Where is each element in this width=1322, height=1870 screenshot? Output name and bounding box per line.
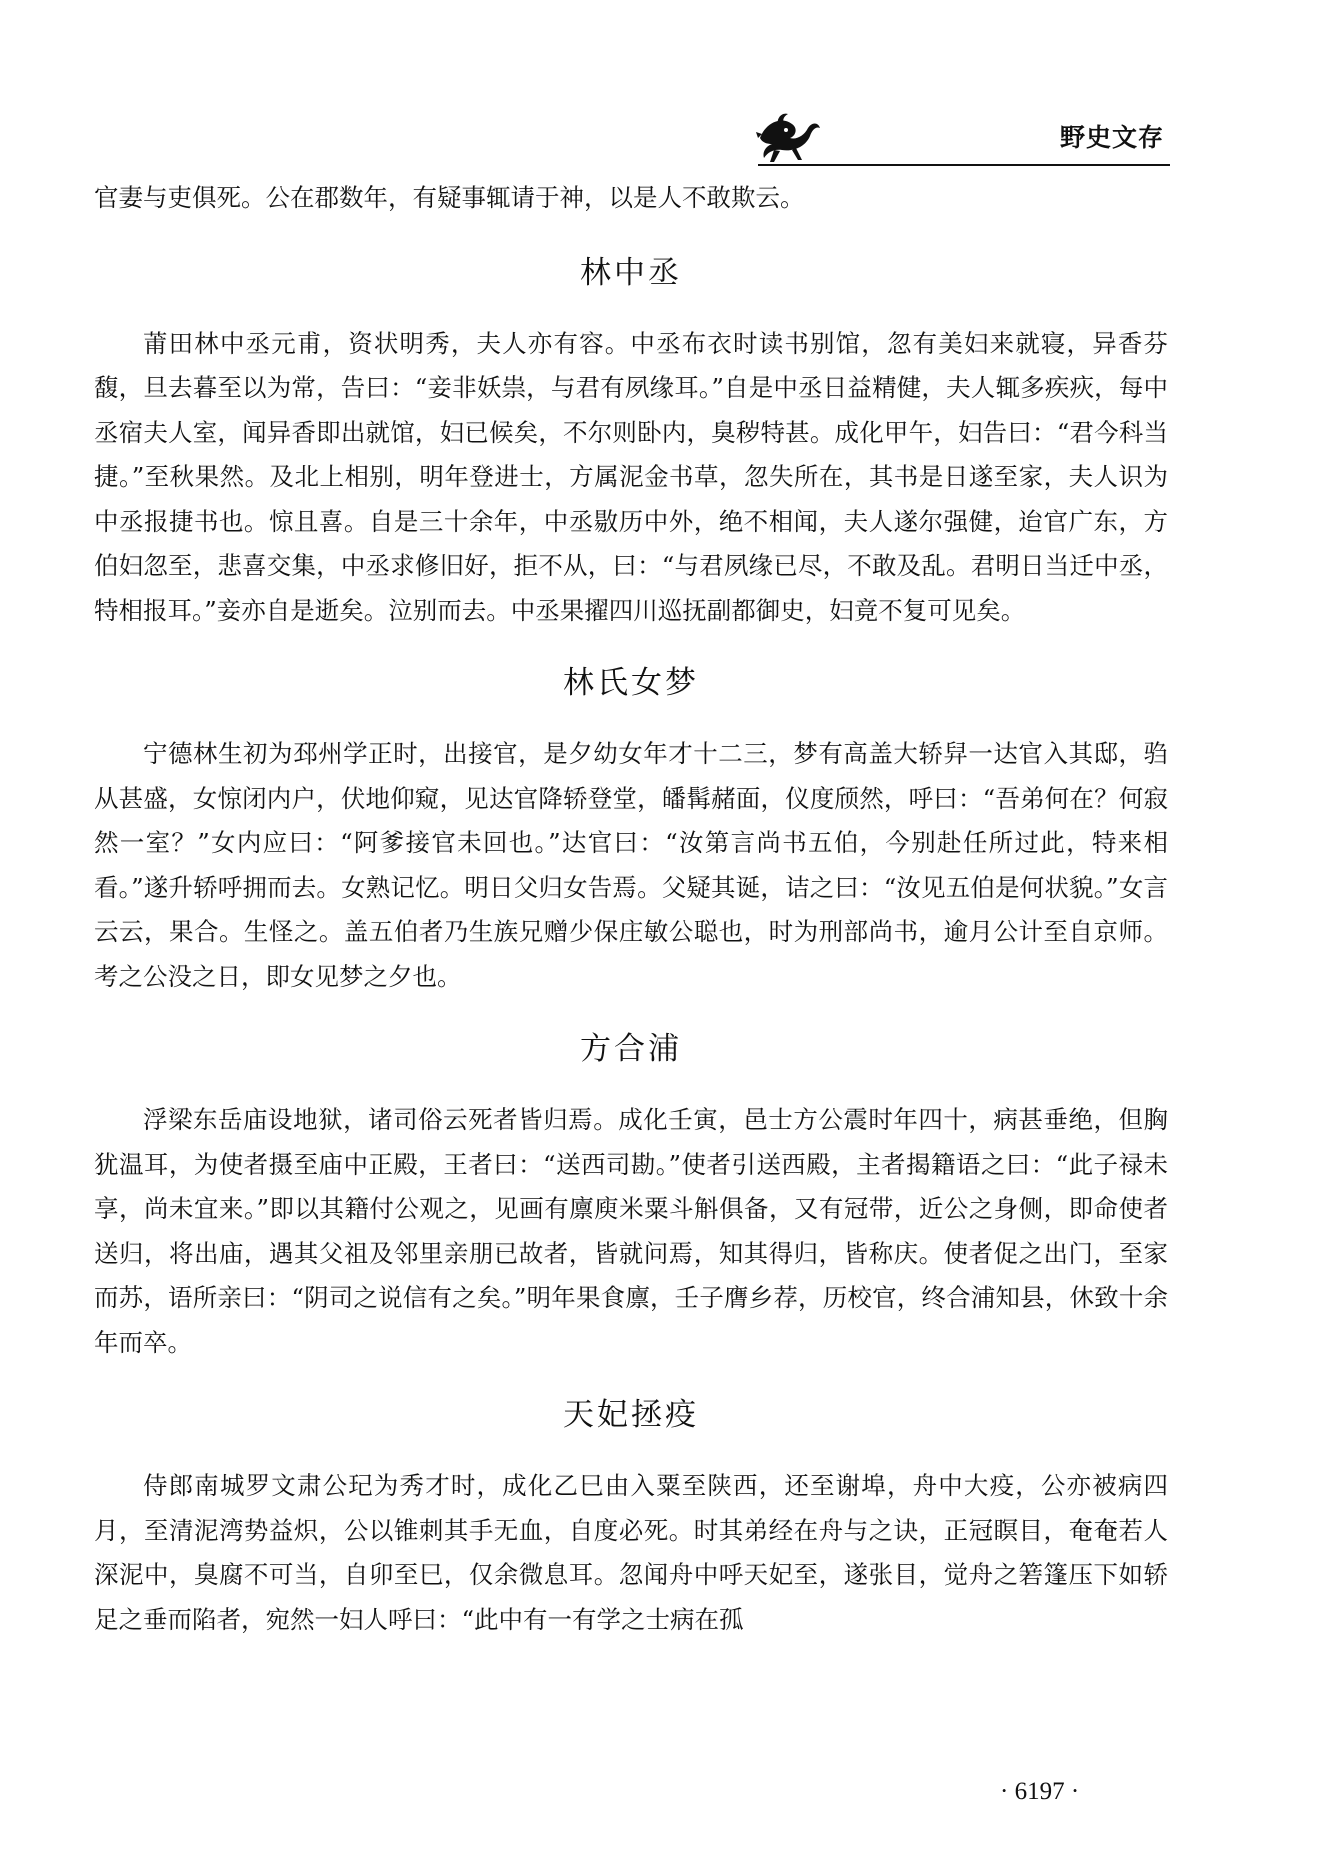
- opening-paragraph: 官妻与吏俱死。公在郡数年，有疑事辄请于神，以是人不敢欺云。: [94, 183, 805, 212]
- page-header: [752, 108, 1170, 166]
- section-body-tianfei-zhengyi: 侍郎南城罗文肃公玘为秀才时，成化乙巳由入粟至陕西，还至谢埠，舟中大疫，公亦被病四月，至清泥湾势益炽，公以锥刺其手无血，自度必死。时其弟经在舟与之诀，正冠瞑目，奄奄若人深泥中，臭腐不可当，自卯至巳，仅余微息耳。忽闻舟中呼天妃至，遂张目，觉舟之箬篷压下如轿足之垂而陷者，宛然一妇人呼曰：“此中有一有学之士病在孤: [94, 1471, 1168, 1634]
- section-body-lin-zhongcheng: 莆田林中丞元甫，资状明秀，夫人亦有容。中丞布衣时读书别馆，忽有美妇来就寝，异香芬馥，旦去暮至以为常，告曰：“妾非妖祟，与君有夙缘耳。”自是中丞日益精健，夫人辄多疾疢，每中丞宿夫人室，闻异香即出就馆，妇已候矣，不尔则卧内，臭秽特甚。成化甲午，妇告曰：“君今科当捷。”至秋果然。及北上相别，明年登进士，方属泥金书草，忽失所在，其书是日遂至家，夫人识为中丞报捷书也。惊且喜。自是三十余年，中丞敭历中外，绝不相闻，夫人遂尔强健，迨官广东，方伯妇忽至，悲喜交集，中丞求修旧好，拒不从，曰：“与君夙缘已尽，不敢及乱。君明日当迁中丞，特相报耳。”妾亦自是逝矣。泣别而去。中丞果擢四川巡抚副都御史，妇竟不复可见矣。: [94, 328, 1168, 625]
- page-number: · 6197 ·: [1000, 1778, 1080, 1805]
- section-title-linshi-nvmeng: 林氏女梦: [563, 665, 699, 701]
- book-title: 野史文存: [1059, 123, 1164, 152]
- section-title-fang-hepu: 方合浦: [580, 1031, 682, 1067]
- section-body-linshi-nvmeng: 宁德林生初为邳州学正时，出接官，是夕幼女年才十二三，梦有高盖大轿舁一达官入其邸，驺从甚盛，女惊闭内户，伏地仰窥，见达官降轿登堂，皤髯赭面，仪度颀然，呼曰：“吾弟何在？何寂然一室？”女内应曰：“阿爹接官未回也。”达官曰：“汝第言尚书五伯，今别赴任所过此，特来相看。”遂升轿呼拥而去。女熟记忆。明日父归女告焉。父疑其诞，诘之曰：“汝见五伯是何状貌。”女言云云，果合。生怪之。盖五伯者乃生族兄赠少保庄敏公聪也，时为刑部尚书，逾月公计至自京师。考之公没之日，即女见梦之夕也。: [94, 739, 1168, 991]
- page-content: [94, 176, 1168, 1642]
- header-rule: [758, 164, 1170, 166]
- dragon-logo-icon: [752, 108, 824, 164]
- section-body-fang-hepu: 浮梁东岳庙设地狱，诸司俗云死者皆归焉。成化壬寅，邑士方公震时年四十，病甚垂绝，但胸犹温耳，为使者摄至庙中正殿，王者曰：“送西司勘。”使者引送西殿，主者揭籍语之曰：“此子禄未享，尚未宜来。”即以其籍付公观之，见画有廪庾米粟斗斛俱备，又有冠带，近公之身侧，即命使者送归，将出庙，遇其父祖及邻里亲朋已故者，皆就问焉，知其得归，皆称庆。使者促之出门，至家而苏，语所亲曰：“阴司之说信有之矣。”明年果食廪，壬子膺乡荐，历校官，终合浦知县，休致十余年而卒。: [94, 1105, 1168, 1357]
- section-title-tianfei-zhengyi: 天妃拯疫: [563, 1397, 699, 1433]
- section-title-lin-zhongcheng: 林中丞: [580, 254, 682, 291]
